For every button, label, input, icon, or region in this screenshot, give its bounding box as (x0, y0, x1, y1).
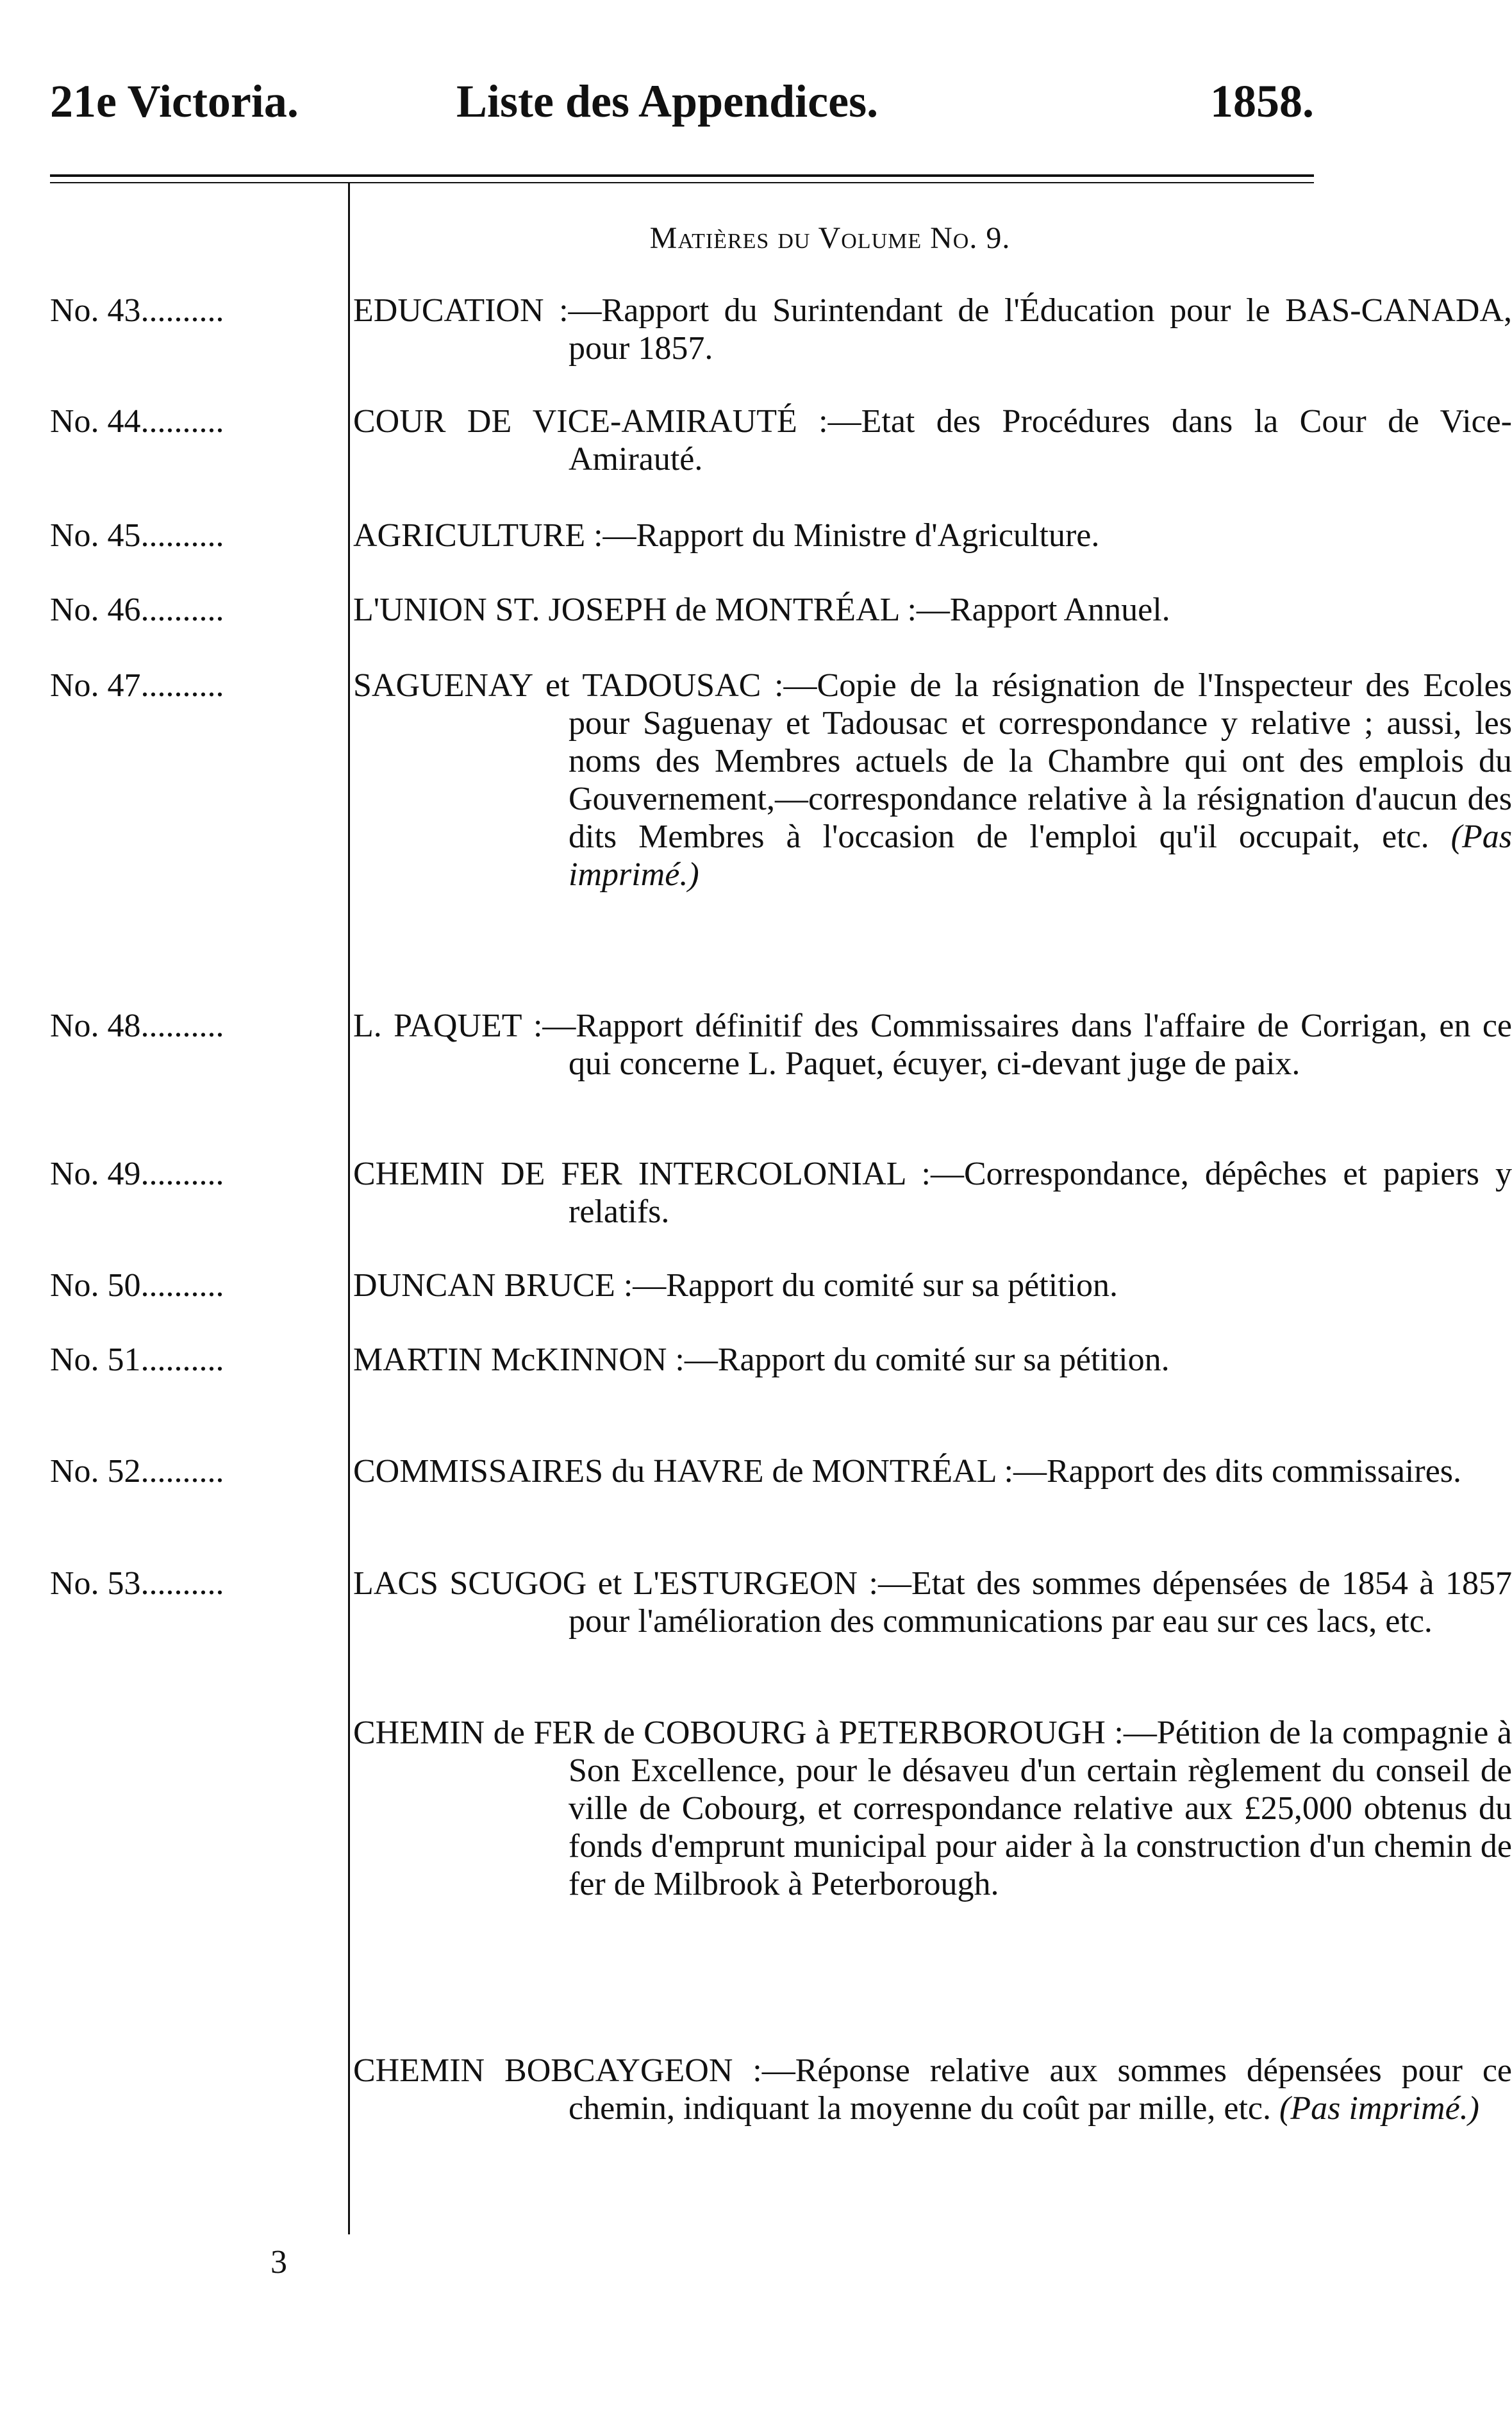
entry-text (353, 517, 1512, 554)
entry-heading: CHEMIN de FER de COBOURG à PETERBOROUGH (353, 1715, 1106, 1751)
entry-number: No. 53.......... (50, 1565, 224, 1602)
header-session: 21e Victoria. (50, 76, 299, 127)
entry-heading: COMMISSAIRES du HAVRE de MONTRÉAL (353, 1453, 996, 1490)
header-year: 1858. (1210, 76, 1314, 127)
entry-heading: LACS SCUGOG et L'ESTURGEON (353, 1565, 858, 1602)
entry-text (353, 403, 1512, 478)
entry-text (353, 667, 1512, 893)
section-title: Matières du Volume No. 9. (649, 221, 1011, 255)
entry-text (353, 292, 1512, 367)
entry-heading: DUNCAN BRUCE (353, 1267, 615, 1304)
signature-mark: 3 (270, 2244, 287, 2281)
entry-heading: EDUCATION (353, 292, 544, 329)
entry-note: (Pas imprimé.) (1279, 2090, 1479, 2127)
entry-description: :—Réponse relative aux sommes dépensées pour ce chemin, indiquant la moyenne du coût par mille, etc. (569, 2052, 1512, 2127)
entry-heading: CHEMIN DE FER INTERCOLONIAL (353, 1156, 906, 1192)
entry-text (353, 1565, 1512, 1640)
entry-number: No. 44.......... (50, 403, 224, 440)
entry-text (353, 1155, 1512, 1231)
entry-number: No. 47.......... (50, 667, 224, 704)
entry-description: :—Rapport du comité sur sa pétition. (615, 1267, 1118, 1304)
entry-text (353, 1452, 1512, 1490)
header-rule-thick (50, 174, 1314, 177)
header-title: Liste des Appendices. (456, 76, 879, 127)
entry-description: :—Rapport des dits commissaires. (995, 1453, 1462, 1490)
entry-description: :—Rapport du Surintendant de l'Éducation pour le BAS-CANADA, pour 1857. (544, 292, 1512, 367)
entry-heading: CHEMIN BOBCAYGEON (353, 2052, 733, 2089)
entry-note: (Pas imprimé.) (569, 819, 1512, 893)
entry-number: No. 45.......... (50, 517, 224, 554)
entry-description: :—Pétition de la compagnie à Son Excellence, pour le désaveu d'un certain règlement du conseil de ville de Cobourg, et correspondance relative aux £25,000 obtenus du fonds d'emprunt municipal pour aider à la construction d'un chemin de fer de Milbrook à Peterborough. (569, 1715, 1512, 1902)
entry-description: :—Rapport Annuel. (899, 592, 1170, 628)
column-divider (348, 183, 350, 2234)
entry-number: No. 48.......... (50, 1008, 224, 1044)
entry-heading: L. PAQUET (353, 1008, 522, 1044)
entry-text (353, 1714, 1512, 1903)
entry-description: :—Rapport définitif des Commissaires dans l'affaire de Corrigan, en ce qui concerne L. Paquet, écuyer, ci-devant juge de paix. (521, 1008, 1512, 1082)
entry-heading: MARTIN McKINNON (353, 1342, 667, 1378)
entry-description: :—Correspondance, dépêches et papiers y relatifs. (569, 1156, 1512, 1230)
entry-text (353, 2052, 1512, 2127)
entry-heading: L'UNION ST. JOSEPH de MONTRÉAL (353, 592, 899, 628)
entry-number: No. 49.......... (50, 1156, 224, 1192)
entry-description: :—Rapport du comité sur sa pétition. (667, 1342, 1170, 1378)
entry-description: :—Rapport du Ministre d'Agriculture. (585, 517, 1100, 554)
entry-description: :—Etat des sommes dépensées de 1854 à 1857 pour l'amélioration des communications par eau sur ces lacs, etc. (569, 1565, 1512, 1640)
header-rule-thin (50, 182, 1314, 183)
entry-number: No. 51.......... (50, 1342, 224, 1378)
entry-number: No. 50.......... (50, 1267, 224, 1304)
page-header (50, 74, 1314, 151)
entry-number: No. 46.......... (50, 592, 224, 628)
entry-number: No. 43.......... (50, 292, 224, 329)
entry-description: :—Copie de la résignation de l'Inspecteur des Ecoles pour Saguenay et Tadousac et correspondance y relative ; aussi, les noms des Membres actuels de la Chambre qui ont des emplois du Gouvernement,—correspondance relative à la résignation d'aucun des dits Membres à l'occasion de l'emploi qu'il occupait, etc. (569, 667, 1512, 855)
entry-heading: AGRICULTURE (353, 517, 586, 554)
entry-heading: SAGUENAY et TADOUSAC (353, 667, 761, 704)
entry-text (353, 1267, 1512, 1304)
entry-text (353, 1341, 1512, 1379)
entry-description: :—Etat des Procédures dans la Cour de Vice-Amirauté. (569, 403, 1512, 478)
entry-text (353, 591, 1512, 629)
entry-number: No. 52.......... (50, 1453, 224, 1490)
entry-heading: COUR DE VICE-AMIRAUTÉ (353, 403, 797, 440)
entry-text (353, 1007, 1512, 1083)
